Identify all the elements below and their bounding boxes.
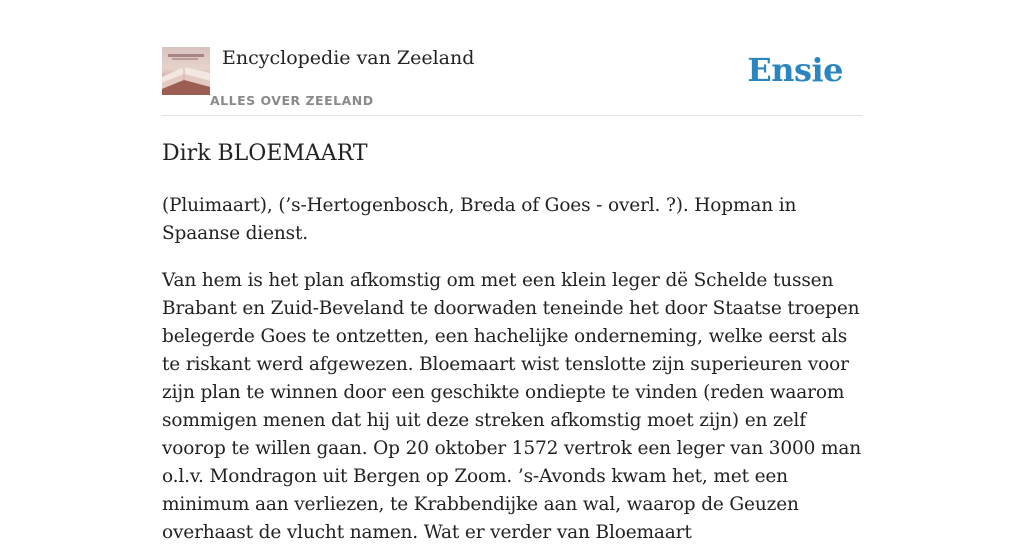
article	[162, 138, 867, 547]
site-header	[162, 44, 862, 116]
ensie-logo[interactable]: Ensie	[747, 51, 843, 89]
article-paragraph: Van hem is het plan afkomstig om met een klein leger dë Schelde tussen Brabant en Zuid-Beveland te doorwaden teneinde het door Staatse troepen belegerde Goes te ontzetten, een hachelijke onderneming, welke eerst als te riskant werd afgewezen. Bloemaart wist tenslotte zijn superieuren voor zijn plan te winnen door een geschikte ondiepte te vinden (reden waarom sommigen menen dat hij uit deze streken afkomstig moet zijn) en zelf voorop te willen gaan. Op 20 oktober 1572 vertrok een leger van 3000 man o.l.v. Mondragon uit Bergen op Zoom. ’s-Avonds kwam het, met een minimum aan verliezen, te Krabbendijke aan wal, waarop de Geuzen overhaast de vlucht namen. Wat er verder van Bloemaart	[162, 270, 862, 543]
article-title: Dirk BLOEMAART	[162, 141, 368, 166]
site-avatar[interactable]	[162, 47, 210, 95]
site-title[interactable]: Encyclopedie van Zeeland	[222, 47, 475, 69]
book-photo-icon	[162, 47, 210, 95]
site-subtitle: ALLES OVER ZEELAND	[210, 93, 374, 108]
article-paragraph: (Pluimaart), (’s-Hertogenbosch, Breda of Goes - overl. ?). Hopman in Spaanse dienst.	[162, 195, 797, 244]
